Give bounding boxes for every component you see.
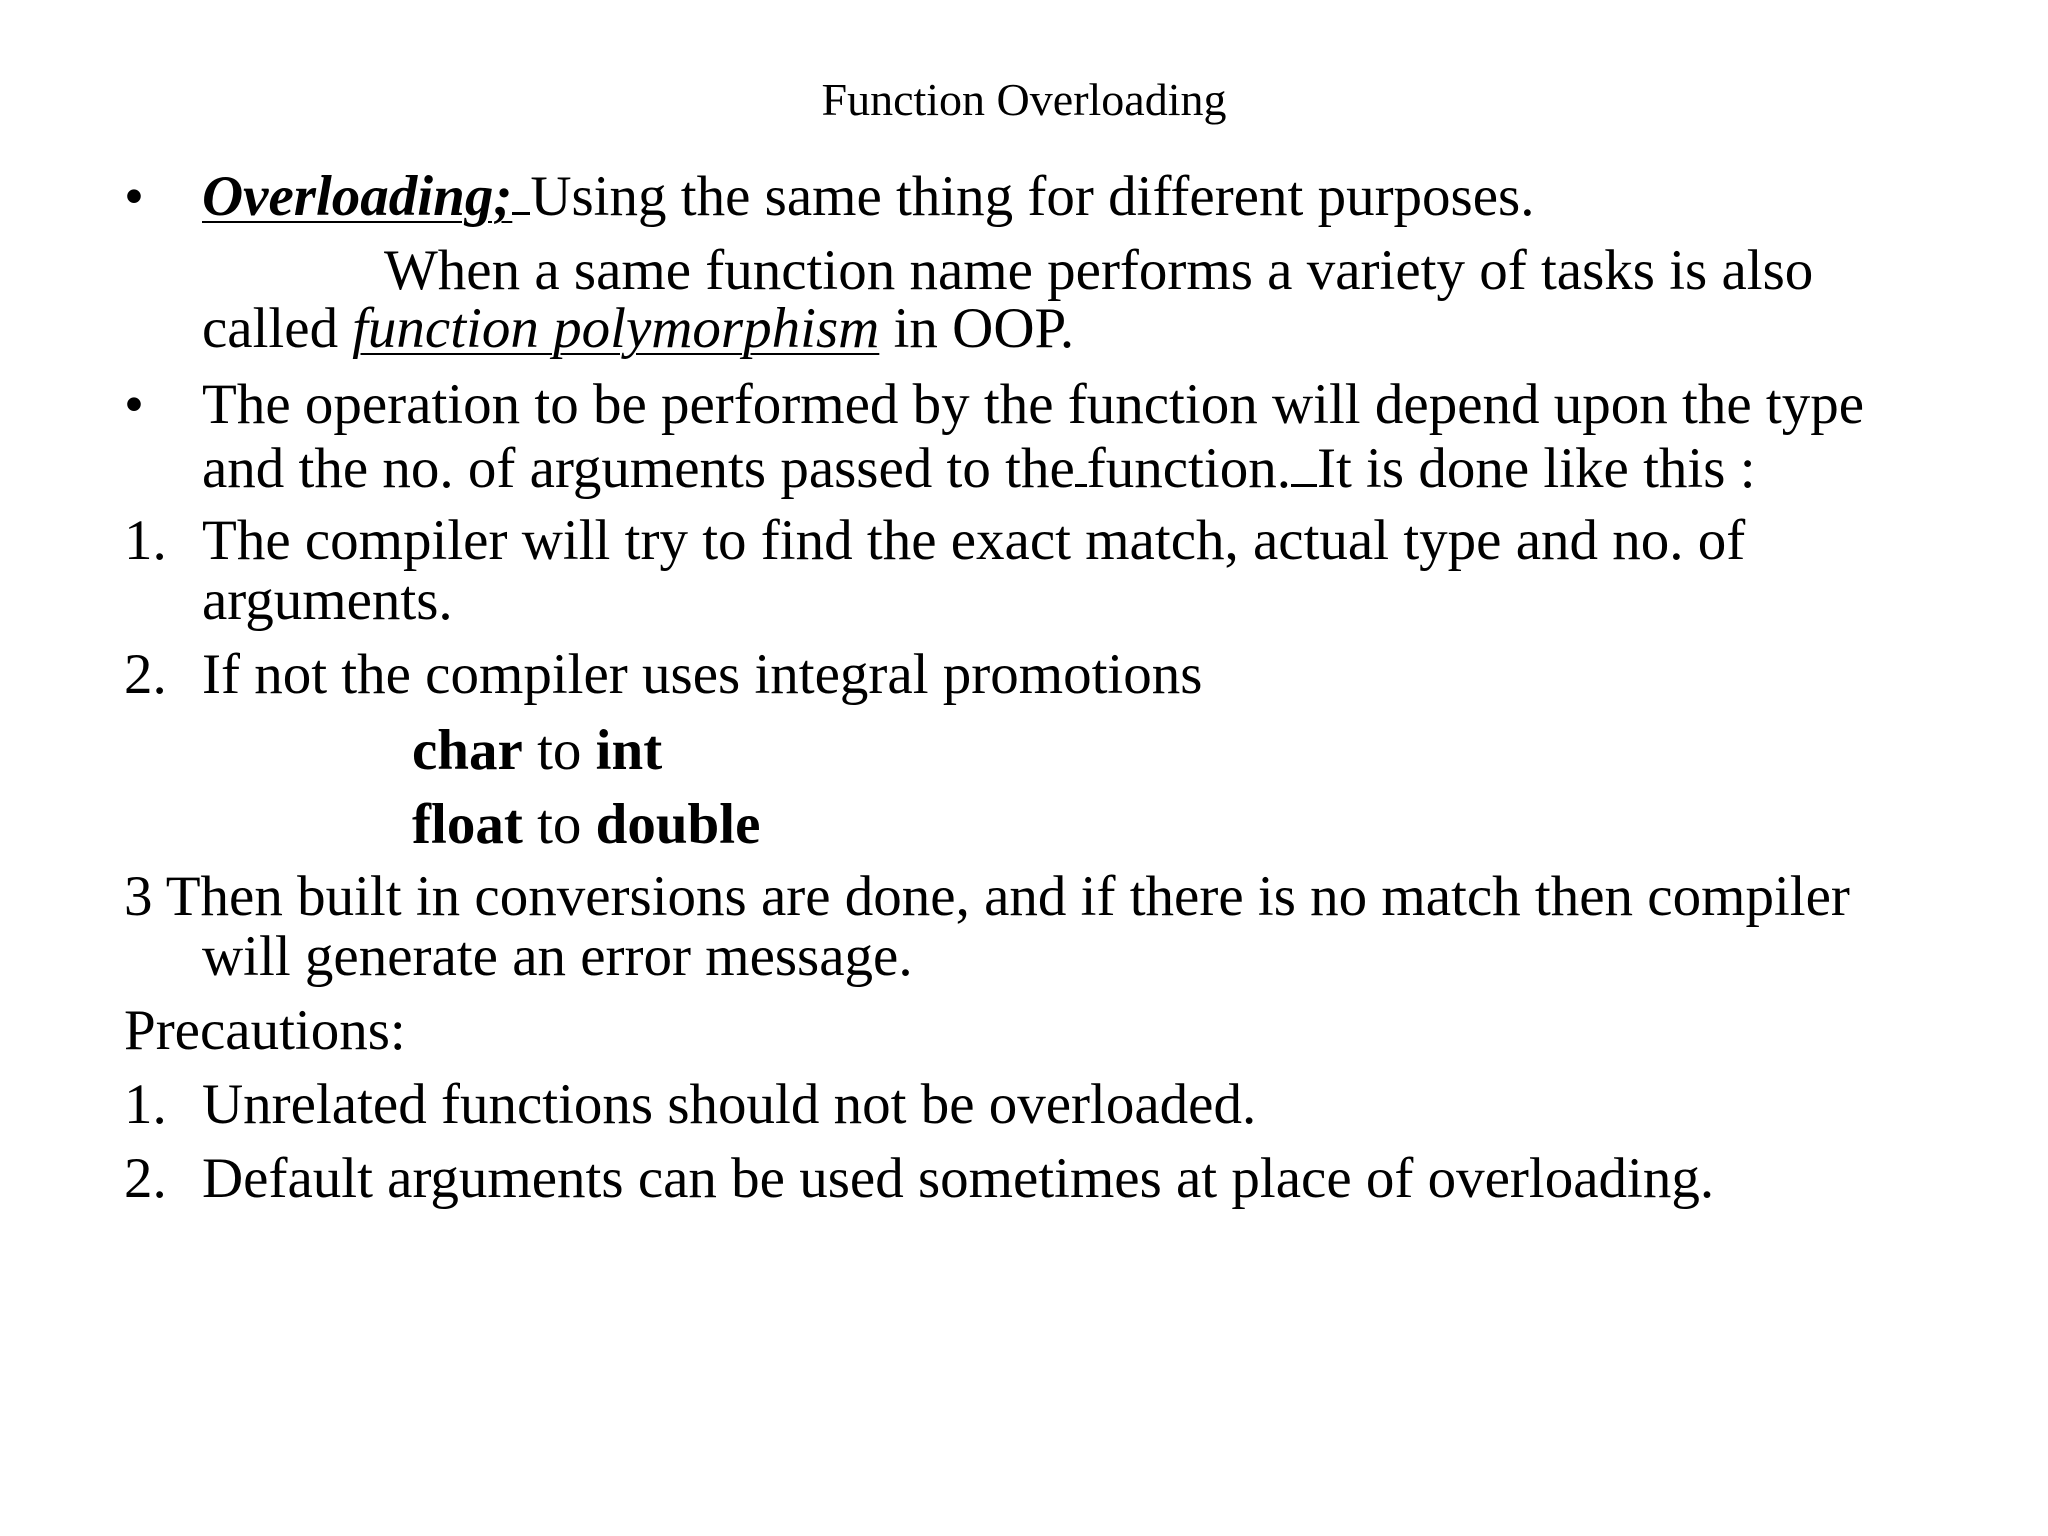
- bullet-2-text-b: function.: [1086, 437, 1291, 500]
- function-polymorphism-term: function polymorphism: [352, 297, 880, 360]
- promo-from-float: float: [412, 793, 523, 856]
- numbered-2-line-1: If not the compiler uses integral promotions: [202, 643, 1203, 706]
- item-3-line-2: will generate an error message.: [202, 925, 913, 988]
- numbered-1-line-1: The compiler will try to find the exact match, actual type and no. of: [202, 509, 1746, 572]
- bullet-2-line-1: The operation to be performed by the function will depend upon the type: [202, 373, 1865, 436]
- bullet-1-line-3: [202, 298, 1074, 360]
- bullet-2-marker: •: [124, 373, 144, 436]
- bullet-2-text-c: It is done like this :: [1316, 437, 1756, 500]
- precaution-1-marker: 1.: [124, 1073, 167, 1136]
- bullet-1-marker: •: [124, 165, 144, 228]
- numbered-2-marker: 2.: [124, 643, 167, 706]
- bullet-2-text-a: and the no. of arguments passed to the: [202, 437, 1075, 500]
- promo-to-int: int: [595, 719, 663, 782]
- precaution-2-marker: 2.: [124, 1147, 167, 1210]
- in-oop-text: in OOP.: [893, 297, 1075, 360]
- bullet-1-line-1: [202, 166, 1534, 228]
- underline-gap: [512, 168, 530, 215]
- promo-to-word-2: to: [537, 793, 582, 856]
- promo-from-char: char: [412, 719, 523, 782]
- overloading-term: Overloading;: [202, 165, 513, 228]
- promo-to-double: double: [595, 793, 761, 856]
- numbered-1-line-2: arguments.: [202, 569, 453, 632]
- called-text: called: [202, 297, 339, 360]
- bullet-2-line-2: [202, 434, 1756, 500]
- precautions-heading: Precautions:: [124, 999, 406, 1062]
- promotion-char-to-int: [412, 720, 662, 782]
- numbered-1-marker: 1.: [124, 509, 167, 572]
- slide-title: Function Overloading: [821, 74, 1227, 125]
- bullet-1-line-2: When a same function name performs a variety of tasks is also: [384, 239, 1814, 302]
- item-3-line-1: 3 Then built in conversions are done, and if there is no match then compiler: [124, 865, 1850, 928]
- promo-to-word-1: to: [537, 719, 582, 782]
- overloading-definition: Using the same thing for different purposes.: [530, 165, 1535, 228]
- promotion-float-to-double: [412, 794, 760, 856]
- precaution-1: Unrelated functions should not be overloaded.: [202, 1073, 1257, 1136]
- precaution-2: Default arguments can be used sometimes at place of overloading.: [202, 1147, 1715, 1210]
